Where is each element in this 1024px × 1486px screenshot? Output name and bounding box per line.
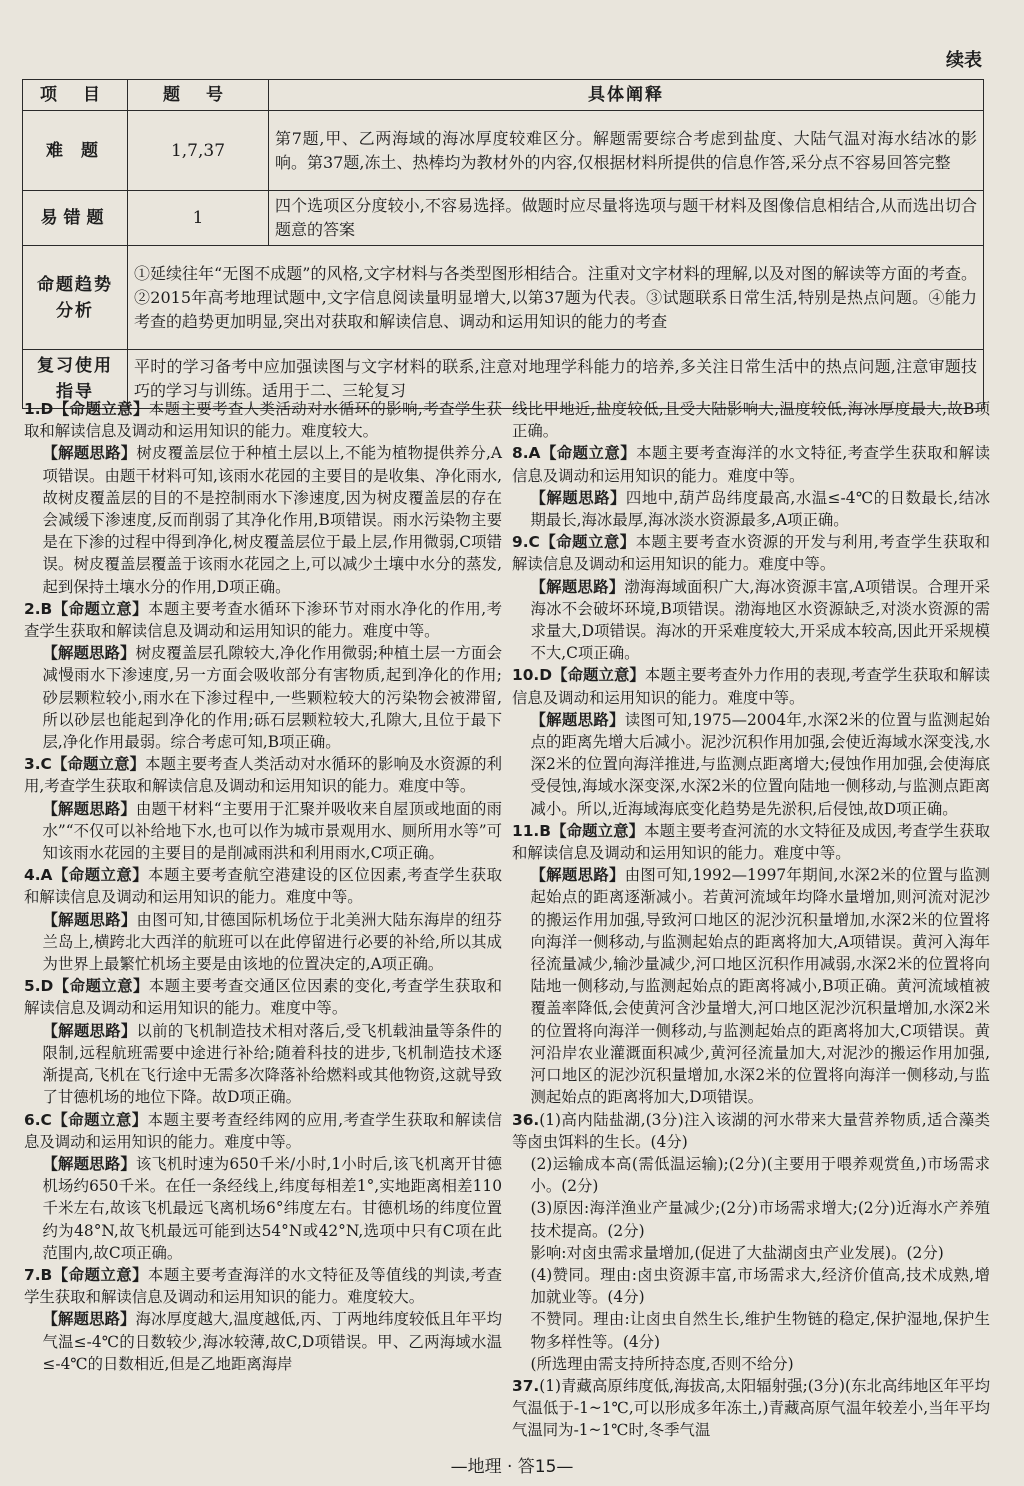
answer-text: 海冰厚度越大,温度越低,丙、丁两地纬度较低且年平均气温≤-4℃的日数较少,海冰较薄,故C,D项错误。甲、乙两海域水温≤-4℃的日数相近,但是乙地距离海岸 bbox=[42, 1310, 502, 1373]
answer-text: (1)青藏高原纬度低,海拔高,太阳辐射强;(3分)(东北高纬地区年平均气温低于-1~1℃,可以形成多年冻土,)青藏高原气温年较差小,当年平均气温同为-1~1℃时,冬季气温 bbox=[512, 1376, 990, 1440]
answer-text: (3)原因:海洋渔业产量减少;(2分)市场需求增大;(2分)近海水产养殖技术提高。(2分) bbox=[530, 1199, 990, 1240]
answer-text: 树皮覆盖层孔隙较大,净化作用微弱;种植土层一方面会减慢雨水下渗速度,另一方面会吸收部分有害物质,起到净化的作用;砂层颗粒较小,雨水在下渗过程中,一些颗粒较大的污染物会被滞留,所以砂层也能起到净化的作用;砾石层颗粒较大,孔隙大,且位于最下层,净化作用最弱。综合考虑可知,B项正确。 bbox=[42, 644, 502, 752]
question-number: 1.D bbox=[24, 400, 54, 418]
solution-tag: 【解题思路】 bbox=[530, 866, 625, 885]
answer-paragraph bbox=[512, 487, 990, 531]
answer-text: 本题主要考查经纬网的应用,考查学生获取和解读信息及调动和运用知识的能力。难度中等。 bbox=[24, 1110, 502, 1151]
answer-paragraph bbox=[24, 442, 502, 597]
intent-tag: 【命题立意】 bbox=[551, 821, 645, 840]
answer-paragraph bbox=[24, 1308, 502, 1375]
row-text: 四个选项区分度较小,不容易选择。做题时应尽量将选项与题干材料及图像信息相结合,从而选出切合题意的答案 bbox=[269, 191, 984, 246]
answer-paragraph bbox=[24, 398, 502, 442]
answer-text: 本题主要考查海洋的水文特征及等值线的判读,考查学生获取和解读信息及调动和运用知识的能力。难度较大。 bbox=[24, 1265, 502, 1307]
answer-text: 渤海海域面积广大,海冰资源丰富,A项错误。合理开采海冰不会破坏环境,B项错误。渤海地区水资源缺乏,对淡水资源的需求量大,D项错误。海冰的开采难度较大,开采成本较高,因此开采规模不大,C项正确。 bbox=[530, 577, 990, 663]
answer-paragraph bbox=[24, 1109, 502, 1153]
table-header-row bbox=[23, 80, 984, 111]
right-answer-column bbox=[512, 398, 990, 1442]
row-number: 1,7,37 bbox=[128, 111, 269, 191]
answer-paragraph bbox=[24, 1020, 502, 1109]
answer-paragraph bbox=[24, 798, 502, 865]
intent-tag: 【命题立意】 bbox=[53, 400, 149, 418]
question-number: 2.B bbox=[24, 599, 53, 618]
answer-paragraph bbox=[512, 820, 990, 864]
solution-tag: 【解题思路】 bbox=[42, 799, 136, 818]
solution-tag: 【解题思路】 bbox=[42, 444, 137, 463]
answer-paragraph bbox=[512, 1264, 990, 1308]
question-number: 36. bbox=[512, 1110, 540, 1129]
row-item: 复习使用指导 bbox=[23, 350, 128, 409]
answer-paragraph bbox=[24, 1153, 502, 1264]
left-answer-column bbox=[24, 398, 502, 1375]
answer-text: 由题干材料“主要用于汇聚并吸收来自屋顶或地面的雨水”“不仅可以补给地下水,也可以作为城市景观用水、厕所用水等”可知该雨水花园的主要目的是削减雨洪和利用雨水,C项正确。 bbox=[42, 799, 502, 863]
table-row bbox=[23, 111, 984, 191]
table-row bbox=[23, 246, 984, 350]
answer-text: 树皮覆盖层位于种植土层以上,不能为植物提供养分,A项错误。由题干材料可知,该雨水花园的主要目的是收集、净化雨水,故树皮覆盖层的目的不是控制雨水下渗速度,因为树皮覆盖层的存在会减缓下渗速度,反而削弱了其净化作用,B项错误。雨水污染物主要是在下渗的过程中得到净化,树皮覆盖层位于最上层,作用微弱,C项错误。树皮覆盖层覆盖于该雨水花园之上,可以减少土壤中水分的蒸发,起到保持土壤水分的作用,D项正确。 bbox=[42, 444, 502, 596]
answer-paragraph bbox=[512, 1197, 990, 1241]
header-number: 题 号 bbox=[128, 80, 269, 111]
answer-text: (1)高内陆盐湖,(3分)注入该湖的河水带来大量营养物质,适合藻类等卤虫饵料的生长。(4分) bbox=[512, 1110, 990, 1151]
answer-text: 本题主要考查河流的水文特征及成因,考查学生获取和解读信息及调动和运用知识的能力。难度中等。 bbox=[512, 821, 990, 863]
answer-paragraph bbox=[512, 576, 990, 665]
continued-label: 续表 bbox=[946, 50, 982, 71]
answer-text: 影响:对卤虫需求量增加,(促进了大盐湖卤虫产业发展)。(2分) bbox=[530, 1243, 944, 1262]
answer-text: 本题主要考查人类活动对水循环的影响及水资源的利用,考查学生获取和解读信息及调动和运用知识的能力。难度中等。 bbox=[24, 755, 502, 796]
solution-tag: 【解题思路】 bbox=[530, 488, 626, 507]
answer-text: 线比甲地近,盐度较低,且受大陆影响大,温度较低,海冰厚度最大,故B项正确。 bbox=[512, 400, 990, 441]
answer-paragraph bbox=[512, 398, 990, 442]
page-footer: —地理 · 答15— bbox=[450, 1457, 574, 1477]
summary-table bbox=[22, 79, 984, 409]
answer-paragraph bbox=[512, 1308, 990, 1352]
answer-paragraph bbox=[24, 975, 502, 1019]
row-number: 1 bbox=[128, 191, 269, 246]
answer-paragraph bbox=[24, 642, 502, 753]
answer-text: 本题主要考查外力作用的表现,考查学生获取和解读信息及调动和运用知识的能力。难度中等。 bbox=[512, 666, 990, 707]
answer-paragraph bbox=[512, 1242, 990, 1264]
answer-text: 由图可知,甘德国际机场位于北美洲大陆东海岸的纽芬兰岛上,横跨北大西洋的航班可以在此停留进行必要的补给,所以其成为世界上最繁忙机场主要是由该地的位置决定的,A项正确。 bbox=[42, 910, 502, 974]
answer-paragraph bbox=[512, 1375, 990, 1442]
intent-tag: 【命题立意】 bbox=[552, 666, 645, 685]
answer-text: 以前的飞机制造技术相对落后,受飞机载油量等条件的限制,远程航班需要中途进行补给;随着科技的进步,飞机制造技术逐渐提高,飞机在飞行途中无需多次降落补给燃料或其他物资,这就导致了甘德机场的地位下降。故D项正确。 bbox=[42, 1021, 502, 1107]
intent-tag: 【命题立意】 bbox=[540, 444, 637, 463]
answer-text: (4)赞同。理由:卤虫资源丰富,市场需求大,经济价值高,技术成熟,增加就业等。(4分) bbox=[530, 1265, 990, 1307]
question-number: 7.B bbox=[24, 1265, 53, 1284]
question-number: 9.C bbox=[512, 533, 540, 552]
answer-paragraph bbox=[512, 1153, 990, 1197]
answer-paragraph bbox=[24, 753, 502, 797]
answer-paragraph bbox=[24, 1264, 502, 1308]
answer-text: 读图可知,1975—2004年,水深2米的位置与监测起始点的距离先增大后减小。泥沙沉积作用加强,会使近海域水深变浅,水深2米的位置向海洋推进,与监测点距离增大;侵蚀作用加强,会使海底受侵蚀,海域水深变深,水深2米的位置向陆地一侧移动,与监测点距离减小。所以,近海域海底变化趋势是先淤积,后侵蚀,故D项正确。 bbox=[530, 710, 990, 818]
answer-paragraph bbox=[512, 1353, 990, 1375]
answer-text: 本题主要考查海洋的水文特征,考查学生获取和解读信息及调动和运用知识的能力。难度中等。 bbox=[512, 444, 990, 485]
answer-paragraph bbox=[512, 664, 990, 708]
answer-text: (所选理由需支持所持态度,否则不给分) bbox=[530, 1354, 794, 1373]
answer-text: 本题主要考查人类活动对水循环的影响,考查学生获取和解读信息及调动和运用知识的能力。难度较大。 bbox=[24, 400, 502, 441]
row-text: 平时的学习备考中应加强读图与文字材料的联系,注意对地理学科能力的培养,多关注日常生活中的热点问题,注意审题技巧的学习与训练。适用于二、三轮复习 bbox=[128, 350, 984, 409]
answer-paragraph bbox=[512, 442, 990, 486]
intent-tag: 【命题立意】 bbox=[51, 1110, 148, 1129]
question-number: 4.A bbox=[24, 866, 53, 885]
row-item: 难 题 bbox=[23, 111, 128, 191]
solution-tag: 【解题思路】 bbox=[42, 1310, 136, 1329]
solution-tag: 【解题思路】 bbox=[530, 577, 625, 596]
question-number: 5.D bbox=[24, 977, 54, 996]
solution-tag: 【解题思路】 bbox=[530, 710, 625, 729]
intent-tag: 【命题立意】 bbox=[52, 866, 149, 885]
question-number: 8.A bbox=[512, 444, 541, 463]
answer-paragraph bbox=[512, 864, 990, 1108]
answer-text: 本题主要考查水循环下渗环节对雨水净化的作用,考查学生获取和解读信息及调动和运用知识的能力。难度中等。 bbox=[24, 599, 502, 641]
question-number: 3.C bbox=[24, 755, 52, 774]
row-item: 命题趋势分析 bbox=[23, 246, 128, 350]
solution-tag: 【解题思路】 bbox=[42, 1154, 136, 1173]
answer-text: 本题主要考查交通区位因素的变化,考查学生获取和解读信息及调动和运用知识的能力。难度中等。 bbox=[24, 977, 502, 1018]
header-detail: 具体阐释 bbox=[269, 80, 984, 111]
answer-paragraph bbox=[24, 598, 502, 642]
row-item: 易错题 bbox=[23, 191, 128, 246]
answer-paragraph bbox=[512, 1109, 990, 1153]
question-number: 11.B bbox=[512, 821, 551, 840]
row-text: 第7题,甲、乙两海域的海冰厚度较难区分。解题需要综合考虑到盐度、大陆气温对海水结冰的影响。第37题,冻土、热棒均为教材外的内容,仅根据材料所提供的信息作答,采分点不容易回答完整 bbox=[269, 111, 984, 191]
answer-text: 由图可知,1992—1997年期间,水深2米的位置与监测起始点的距离逐渐减小。若黄河流域年均降水量增加,则河流对泥沙的搬运作用加强,导致河口地区的泥沙沉积量增加,水深2米的位置将向海洋一侧移动,与监测起始点的距离将加大,A项错误。黄河入海年径流量减少,输沙量减少,河口地区沉积作用减弱,水深2米的位置将向陆地一侧移动,与监测起始点的距离将减小,B项正确。黄河流域植被覆盖率降低,会使黄河含沙量增大,河口地区泥沙沉积量增加,水深2米的位置将向海洋一侧移动,与监测起始点的距离将加大,C项错误。黄河沿岸农业灌溉面积减少,黄河径流量加大,对泥沙的搬运作用加强,河口地区的泥沙沉积量增加,水深2米的位置将向海洋一侧移动,与监测起始点的距离将加大,D项错误。 bbox=[530, 866, 990, 1107]
answer-paragraph bbox=[24, 909, 502, 976]
solution-tag: 【解题思路】 bbox=[42, 1021, 137, 1040]
answer-text: 四地中,葫芦岛纬度最高,水温≤-4℃的日数最长,结冰期最长,海冰最厚,海冰淡水资源最多,A项正确。 bbox=[530, 488, 990, 530]
intent-tag: 【命题立意】 bbox=[52, 1265, 148, 1284]
question-number: 10.D bbox=[512, 666, 553, 685]
intent-tag: 【命题立意】 bbox=[52, 599, 148, 618]
answer-paragraph bbox=[512, 531, 990, 575]
row-text: ①延续往年“无图不成题”的风格,文字材料与各类型图形相结合。注重对文字材料的理解,以及对图的解读等方面的考查。②2015年高考地理试题中,文字信息阅读量明显增大,以第37题为代表。③试题联系日常生活,特别是热点问题。④能力考查的趋势更加明显,突出对获取和解读信息、调动和运用知识的能力的考查 bbox=[128, 246, 984, 350]
intent-tag: 【命题立意】 bbox=[539, 533, 636, 552]
question-number: 6.C bbox=[24, 1110, 52, 1129]
answer-paragraph bbox=[24, 864, 502, 908]
intent-tag: 【命题立意】 bbox=[51, 755, 146, 774]
answer-text: 不赞同。理由:让卤虫自然生长,维护生物链的稳定,保护湿地,保护生物多样性等。(4分) bbox=[530, 1310, 990, 1351]
solution-tag: 【解题思路】 bbox=[42, 910, 137, 929]
answer-text: 该飞机时速为650千米/小时,1小时后,该飞机离开甘德机场约650千米。在任一条经线上,纬度每相差1°,实地距离相差110千米左右,故该飞机最远飞离机场6°纬度左右。甘德机场的纬度位置约为48°N,故飞机最远可能到达54°N或42°N,选项中只有C项在此范围内,故C项正确。 bbox=[42, 1154, 502, 1262]
intent-tag: 【命题立意】 bbox=[53, 977, 149, 996]
answer-paragraph bbox=[512, 709, 990, 820]
question-number: 37. bbox=[512, 1376, 540, 1395]
answer-text: 本题主要考查水资源的开发与利用,考查学生获取和解读信息及调动和运用知识的能力。难度中等。 bbox=[512, 533, 990, 574]
table-row bbox=[23, 191, 984, 246]
solution-tag: 【解题思路】 bbox=[42, 644, 136, 663]
header-item: 项 目 bbox=[23, 80, 128, 111]
answer-text: (2)运输成本高(需低温运输);(2分)(主要用于喂养观赏鱼,)市场需求小。(2分) bbox=[530, 1154, 990, 1196]
answer-text: 本题主要考查航空港建设的区位因素,考查学生获取和解读信息及调动和运用知识的能力。难度中等。 bbox=[24, 866, 502, 907]
